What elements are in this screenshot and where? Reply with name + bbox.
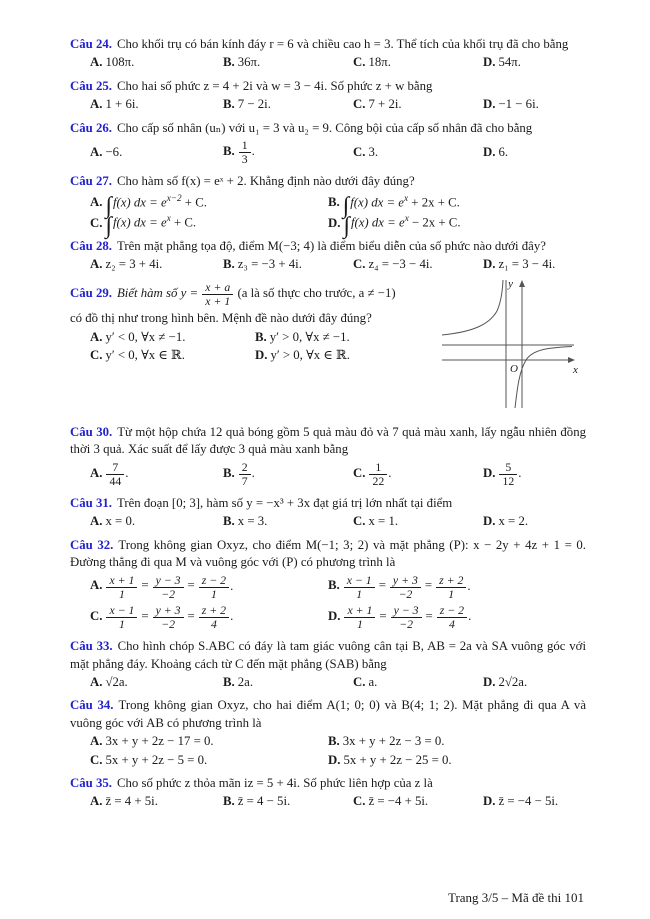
- question-35-option-c: [353, 793, 483, 810]
- option-text: 36π.: [237, 55, 261, 70]
- option-letter: B.: [328, 578, 340, 593]
- fraction-numerator: x + a: [202, 281, 233, 295]
- question-32-stem: [70, 537, 586, 572]
- fraction: [199, 574, 229, 601]
- option-tail: + C.: [170, 215, 197, 230]
- fraction: [437, 604, 467, 631]
- integral-sign: ∫: [105, 213, 112, 240]
- option-text: 54π.: [498, 55, 521, 70]
- question-29-stem-line2: có đồ thị như trong hình bên. Mệnh đề nào dưới đây đúng?: [70, 311, 372, 326]
- curve-right-branch: [515, 346, 572, 408]
- option-text: z̄ = 4 − 5i.: [237, 794, 291, 809]
- question-29-option-a: [90, 329, 255, 346]
- option-exponent: x: [404, 213, 409, 224]
- question-35-options: [90, 793, 586, 810]
- option-text: √2a.: [105, 675, 128, 690]
- question-26-option-a: [90, 144, 223, 161]
- fraction-denominator: x + 1: [205, 295, 231, 308]
- option-letter: C.: [353, 514, 366, 529]
- question-32-label: Câu 32.: [70, 537, 114, 552]
- question-30-option-b: [223, 460, 353, 489]
- question-29-option-c: [90, 347, 255, 364]
- option-letter: C.: [90, 752, 103, 767]
- fraction-denominator: 1: [118, 618, 125, 632]
- fraction-numerator: x + 1: [344, 604, 375, 618]
- option-text: z̄ = −4 + 5i.: [368, 794, 429, 809]
- fraction-denominator: 1: [356, 587, 363, 601]
- curve-left-branch: [442, 280, 503, 335]
- question-24-option-d: [483, 54, 586, 71]
- fraction-denominator: 3: [241, 153, 248, 167]
- question-29-label: Câu 29.: [70, 285, 112, 300]
- question-27-option-a: [90, 192, 328, 219]
- question-27-label: Câu 27.: [70, 174, 112, 189]
- fraction: [344, 574, 375, 601]
- option-text: x = 2.: [498, 514, 529, 529]
- option-exponent: x: [403, 192, 409, 203]
- option-tail: .: [251, 143, 255, 158]
- option-tail: .: [468, 608, 472, 623]
- option-letter: B.: [223, 55, 235, 70]
- fraction-numerator: y − 3: [391, 604, 422, 618]
- fraction-denominator: 1: [448, 587, 455, 601]
- option-letter: A.: [90, 675, 103, 690]
- option-text: 3.: [368, 144, 379, 159]
- option-letter: D.: [255, 347, 268, 362]
- option-letter: C.: [353, 257, 366, 272]
- question-33: [70, 638, 586, 691]
- fraction: [106, 604, 137, 631]
- option-text: 2√2a.: [498, 675, 528, 690]
- question-27-option-d: [328, 212, 586, 240]
- fraction-numerator: y − 3: [153, 574, 184, 588]
- option-letter: C.: [90, 347, 103, 362]
- function-graph-figure: [434, 274, 586, 412]
- question-25-option-d: [483, 96, 586, 113]
- question-35-option-d: [483, 793, 586, 810]
- option-letter: B.: [223, 465, 235, 480]
- option-tail: .: [125, 465, 129, 480]
- option-text: 3x + y + 2z − 17 = 0.: [105, 734, 214, 749]
- equals-sign: =: [425, 608, 433, 623]
- option-letter: D.: [483, 257, 496, 272]
- fraction: [390, 574, 421, 601]
- option-text: y′ > 0, ∀x ∈ ℝ.: [270, 347, 350, 362]
- option-letter: C.: [353, 794, 366, 809]
- question-28-label: Câu 28.: [70, 239, 112, 254]
- option-letter: D.: [483, 55, 496, 70]
- question-34: [70, 697, 586, 769]
- option-letter: A.: [90, 734, 103, 749]
- question-27-stem: [70, 173, 586, 190]
- option-text: 5x + y + 2z − 25 = 0.: [343, 752, 452, 767]
- option-text: a.: [368, 675, 378, 690]
- option-letter: D.: [483, 675, 496, 690]
- equals-sign: =: [141, 608, 149, 623]
- option-tail: .: [230, 608, 234, 623]
- question-28-option-d: [483, 256, 586, 273]
- option-text: z₁ = 3 − 4i.: [498, 257, 556, 272]
- question-30-option-d: [483, 460, 586, 489]
- fraction: [153, 604, 184, 631]
- equals-sign: =: [187, 608, 195, 623]
- question-27-option-c: [90, 212, 328, 240]
- option-letter: B.: [223, 97, 235, 112]
- fraction-numerator: y + 3: [153, 604, 184, 618]
- question-28-text: Trên mặt phẳng tọa độ, điểm M(−3; 4) là điểm biểu diễn của số phức nào dưới đây?: [116, 239, 546, 254]
- question-32-option-d: [328, 603, 586, 632]
- option-letter: B.: [223, 514, 235, 529]
- option-letter: B.: [223, 143, 235, 158]
- fraction-denominator: −2: [161, 618, 175, 632]
- question-26-option-d: [483, 144, 586, 161]
- question-24-stem: [70, 36, 586, 53]
- fraction-denominator: −2: [399, 618, 413, 632]
- question-27-text: Cho hàm số f(x) = eˣ + 2. Khẳng định nào dưới đây đúng?: [116, 174, 415, 189]
- y-axis-label: y: [508, 277, 513, 290]
- fraction: [391, 604, 422, 631]
- page-footer: Trang 3/5 – Mã đề thi 101: [447, 890, 584, 906]
- option-text: f(x) dx = e: [112, 194, 167, 209]
- option-letter: B.: [328, 194, 340, 209]
- option-letter: D.: [328, 752, 341, 767]
- option-letter: D.: [483, 97, 496, 112]
- option-text: f(x) dx = e: [350, 194, 404, 209]
- option-text: 18π.: [368, 55, 391, 70]
- question-34-text: Trong không gian Oxyz, cho hai điểm A(1; 0; 0) và B(4; 1; 2). Mặt phẳng đi qua A và vuông góc với AB có phương trình là: [70, 698, 586, 730]
- fraction-numerator: z − 2: [199, 574, 229, 588]
- option-letter: A.: [90, 465, 103, 480]
- question-35: [70, 775, 586, 811]
- question-32-option-c: [90, 603, 328, 632]
- option-text: 3x + y + 2z − 3 = 0.: [342, 734, 445, 749]
- option-letter: B.: [223, 257, 235, 272]
- fraction: [344, 604, 375, 631]
- option-text: f(x) dx = e: [112, 215, 167, 230]
- fraction-numerator: z + 2: [436, 574, 466, 588]
- question-29: [70, 277, 586, 418]
- fraction-denominator: 7: [241, 474, 248, 488]
- question-26-text: Cho cấp số nhân (uₙ) với u₁ = 3 và u₂ = 9. Công bội của cấp số nhân đã cho bằng: [116, 120, 533, 135]
- option-letter: D.: [328, 608, 341, 623]
- option-text: z₃ = −3 + 4i.: [237, 257, 302, 272]
- option-exponent: x: [166, 213, 171, 224]
- fraction-denominator: 12: [502, 474, 515, 488]
- fraction-numerator: 1: [369, 461, 387, 475]
- option-exponent: x−2: [166, 192, 182, 203]
- option-tail: .: [251, 465, 255, 480]
- option-letter: A.: [90, 514, 103, 529]
- question-25-option-a: [90, 96, 223, 113]
- question-34-stem: [70, 697, 586, 732]
- question-28-options: [90, 256, 586, 273]
- option-letter: B.: [223, 794, 235, 809]
- option-tail: .: [467, 578, 471, 593]
- option-letter: B.: [328, 734, 340, 749]
- question-30-label: Câu 30.: [70, 424, 113, 439]
- question-33-text: Cho hình chóp S.ABC có đáy là tam giác vuông cân tại B, AB = 2a và SA vuông góc với mặt phẳng đáy. Khoảng cách từ C đến mặt phẳng (SAB) bằng: [70, 639, 586, 671]
- integral-sign: ∫: [343, 213, 350, 240]
- fraction-denominator: 1: [118, 587, 125, 601]
- fraction: [202, 281, 233, 308]
- question-33-option-c: [353, 674, 483, 691]
- question-35-text: Cho số phức z thỏa mãn iz = 5 + 4i. Số phức liên hợp của z là: [116, 776, 433, 791]
- fraction-numerator: 7: [106, 461, 124, 475]
- option-letter: C.: [353, 55, 366, 70]
- question-32-option-b: [328, 573, 586, 602]
- option-letter: A.: [90, 794, 103, 809]
- question-34-options: [90, 733, 586, 769]
- question-25-label: Câu 25.: [70, 78, 112, 93]
- question-33-option-a: [90, 674, 223, 691]
- question-26-options: [90, 138, 586, 167]
- equals-sign: =: [379, 608, 387, 623]
- question-25-options: [90, 96, 586, 113]
- option-tail: + 2x + C.: [408, 194, 460, 209]
- fraction: [153, 574, 184, 601]
- question-26-label: Câu 26.: [70, 120, 112, 135]
- option-text: z₂ = 3 + 4i.: [105, 257, 163, 272]
- question-35-option-b: [223, 793, 353, 810]
- question-29-option-d: [255, 347, 426, 364]
- fraction-numerator: x + 1: [106, 574, 137, 588]
- fraction-denominator: 22: [372, 474, 385, 488]
- question-28-option-a: [90, 256, 223, 273]
- question-26: [70, 120, 586, 168]
- question-31-text: Trên đoạn [0; 3], hàm số y = −x³ + 3x đạt giá trị lớn nhất tại điểm: [116, 495, 453, 510]
- question-31-option-b: [223, 513, 353, 530]
- question-33-option-d: [483, 674, 586, 691]
- option-text: 1 + 6i.: [105, 97, 139, 112]
- question-28-option-b: [223, 256, 353, 273]
- fraction: [199, 604, 229, 631]
- option-tail: .: [388, 465, 392, 480]
- question-34-label: Câu 34.: [70, 698, 114, 713]
- question-25-text: Cho hai số phức z = 4 + 2i và w = 3 − 4i. Số phức z + w bằng: [116, 78, 433, 93]
- option-letter: C.: [353, 465, 366, 480]
- option-text: z̄ = −4 − 5i.: [498, 794, 559, 809]
- fraction: [369, 461, 387, 488]
- option-text: x = 0.: [105, 514, 136, 529]
- option-letter: C.: [353, 144, 366, 159]
- option-text: 108π.: [105, 55, 135, 70]
- option-letter: D.: [483, 465, 496, 480]
- x-axis-arrow: [568, 357, 575, 363]
- question-31-stem: [70, 495, 586, 512]
- option-text: y′ < 0, ∀x ∈ ℝ.: [105, 347, 185, 362]
- question-28: [70, 238, 586, 274]
- question-34-option-a: [90, 733, 328, 750]
- question-35-stem: [70, 775, 586, 792]
- question-27-options: [90, 192, 586, 240]
- fraction-denominator: 1: [356, 618, 363, 632]
- question-25: [70, 78, 586, 114]
- question-32-text: Trong không gian Oxyz, cho điểm M(−1; 3; 2) và mặt phẳng (P): x − 2y + 4z + 1 = 0. Đường thẳng đi qua M và vuông góc với (P) có phương trình là: [70, 537, 587, 570]
- question-32-option-a: [90, 573, 328, 602]
- question-34-option-b: [328, 733, 586, 750]
- integral-sign: ∫: [342, 192, 350, 219]
- fraction-numerator: 2: [239, 461, 251, 475]
- question-34-option-c: [90, 752, 328, 769]
- question-31-option-d: [483, 513, 586, 530]
- option-text: 2a.: [237, 675, 254, 690]
- equals-sign: =: [187, 578, 195, 593]
- question-35-label: Câu 35.: [70, 776, 112, 791]
- question-24: [70, 36, 586, 72]
- question-25-option-c: [353, 96, 483, 113]
- option-letter: A.: [90, 144, 103, 159]
- question-30: [70, 424, 586, 489]
- x-axis-label: x: [573, 363, 578, 376]
- option-letter: C.: [90, 215, 103, 230]
- equals-sign: =: [141, 578, 149, 593]
- fraction-numerator: z + 2: [199, 604, 229, 618]
- fraction: [239, 139, 251, 166]
- question-33-label: Câu 33.: [70, 639, 113, 654]
- option-text: x = 1.: [368, 514, 399, 529]
- option-text: y′ > 0, ∀x ≠ −1.: [269, 329, 350, 344]
- question-26-option-b: [223, 138, 353, 167]
- question-24-text: Cho khối trụ có bán kính đáy r = 6 và chiều cao h = 3. Thể tích của khối trụ đã cho bằng: [116, 37, 569, 51]
- question-30-text: Từ một hộp chứa 12 quả bóng gồm 5 quả màu đỏ và 7 quả màu xanh, lấy ngẫu nhiên đồng thời 3 quả. Xác suất để lấy được 3 quả màu xanh bằng: [70, 424, 586, 457]
- option-letter: A.: [90, 329, 103, 344]
- fraction-denominator: 44: [109, 474, 122, 488]
- option-text: −1 − 6i.: [498, 97, 539, 112]
- question-29-option-b: [255, 329, 426, 346]
- option-letter: D.: [483, 144, 496, 159]
- origin-label: O: [510, 362, 518, 375]
- question-31-option-a: [90, 513, 223, 530]
- fraction: [436, 574, 466, 601]
- question-35-option-a: [90, 793, 223, 810]
- option-letter: C.: [353, 97, 366, 112]
- question-32: [70, 537, 586, 633]
- option-letter: C.: [353, 675, 366, 690]
- fraction-denominator: 4: [448, 618, 455, 632]
- equals-sign: =: [378, 578, 386, 593]
- option-text: −6.: [105, 144, 123, 159]
- option-text: z̄ = 4 + 5i.: [105, 794, 158, 809]
- question-30-option-a: [90, 460, 223, 489]
- fraction-numerator: 5: [499, 461, 517, 475]
- fraction-numerator: z − 2: [437, 604, 467, 618]
- option-text: f(x) dx = e: [350, 215, 405, 230]
- option-text: 6.: [498, 144, 509, 159]
- option-letter: C.: [90, 608, 103, 623]
- question-33-option-b: [223, 674, 353, 691]
- question-29-text-post: (a là số thực cho trước, a ≠ −1): [237, 285, 396, 300]
- option-letter: D.: [328, 215, 341, 230]
- question-28-stem: [70, 238, 586, 255]
- option-text: 5x + y + 2z − 5 = 0.: [105, 752, 208, 767]
- question-27: [70, 173, 586, 240]
- fraction-numerator: y + 3: [390, 574, 421, 588]
- option-text: x = 3.: [237, 514, 268, 529]
- option-tail: + C.: [181, 194, 207, 209]
- fraction-denominator: −2: [161, 587, 175, 601]
- fraction: [106, 461, 124, 488]
- question-24-option-b: [223, 54, 353, 71]
- question-29-text-pre: Biết hàm số y =: [116, 285, 199, 300]
- option-letter: D.: [483, 514, 496, 529]
- fraction: [239, 461, 251, 488]
- integral-sign: ∫: [105, 192, 112, 219]
- question-31-options: [90, 513, 586, 530]
- question-28-option-c: [353, 256, 483, 273]
- question-27-option-b: [328, 192, 586, 219]
- question-30-stem: [70, 424, 586, 459]
- option-tail: .: [230, 578, 234, 593]
- fraction-numerator: 1: [239, 139, 251, 153]
- option-letter: D.: [483, 794, 496, 809]
- option-text: 7 − 2i.: [237, 97, 271, 112]
- fraction-denominator: 1: [210, 587, 217, 601]
- question-31-label: Câu 31.: [70, 495, 112, 510]
- question-29-options: [90, 329, 426, 365]
- option-letter: B.: [255, 329, 267, 344]
- option-letter: A.: [90, 578, 103, 593]
- question-24-label: Câu 24.: [70, 37, 112, 51]
- question-25-stem: [70, 78, 586, 95]
- option-letter: A.: [90, 97, 103, 112]
- question-32-options: [90, 573, 586, 633]
- option-text: y′ < 0, ∀x ≠ −1.: [105, 329, 186, 344]
- question-30-options: [90, 460, 586, 489]
- question-25-option-b: [223, 96, 353, 113]
- question-26-option-c: [353, 144, 483, 161]
- question-30-option-c: [353, 460, 483, 489]
- question-31: [70, 495, 586, 531]
- fraction: [499, 461, 517, 488]
- equals-sign: =: [424, 578, 433, 593]
- question-34-option-d: [328, 752, 586, 769]
- option-text: 7 + 2i.: [368, 97, 402, 112]
- fraction-denominator: −2: [398, 587, 413, 601]
- question-31-option-c: [353, 513, 483, 530]
- question-24-options: [90, 54, 586, 71]
- fraction-numerator: x − 1: [344, 574, 375, 588]
- question-24-option-c: [353, 54, 483, 71]
- y-axis-arrow: [519, 280, 525, 287]
- fraction-denominator: 4: [210, 618, 217, 632]
- option-letter: A.: [90, 194, 103, 209]
- option-letter: B.: [223, 675, 235, 690]
- option-letter: A.: [90, 257, 103, 272]
- question-26-stem: [70, 120, 586, 137]
- fraction-numerator: x − 1: [106, 604, 137, 618]
- option-letter: A.: [90, 55, 103, 70]
- question-24-option-a: [90, 54, 223, 71]
- question-33-stem: [70, 638, 586, 673]
- option-tail: .: [518, 465, 522, 480]
- option-text: z₄ = −3 − 4i.: [368, 257, 433, 272]
- question-33-options: [90, 674, 586, 691]
- fraction: [106, 574, 137, 601]
- option-tail: − 2x + C.: [408, 215, 461, 230]
